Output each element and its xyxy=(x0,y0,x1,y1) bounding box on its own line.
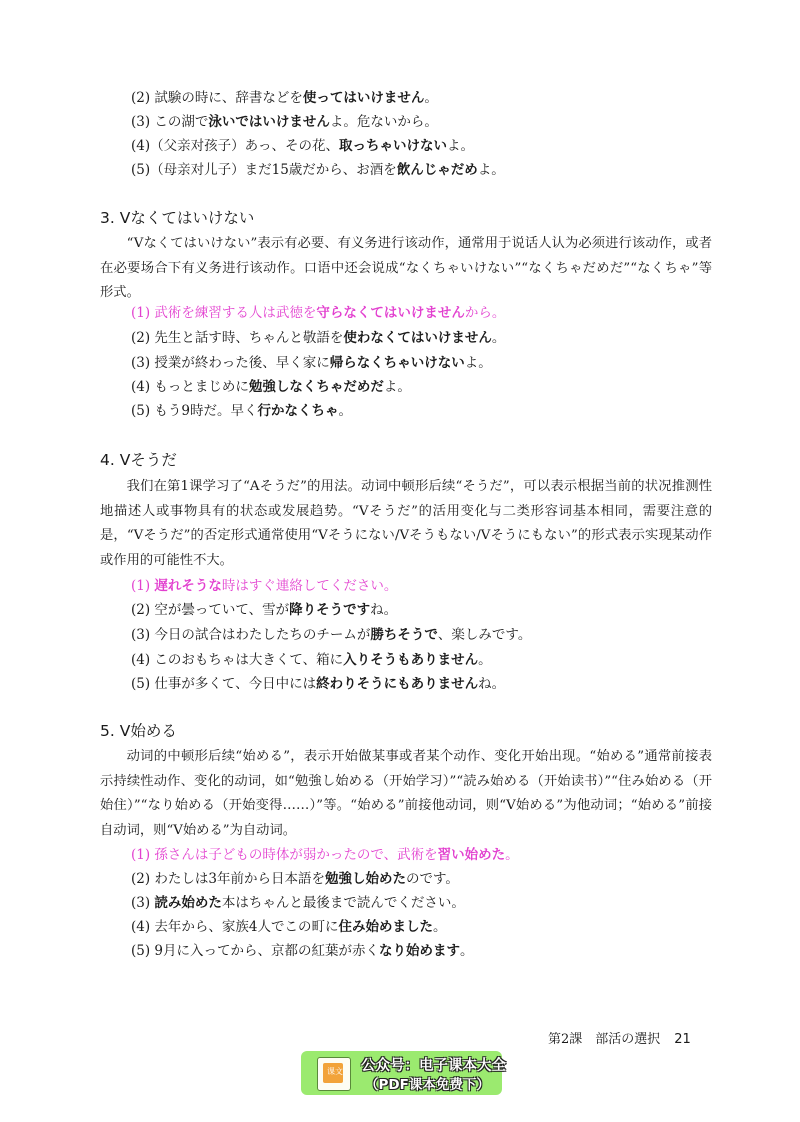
watermark-line-1: 公众号：电子课本大全 xyxy=(361,1058,506,1074)
section-4-example-1: (1) 遅れそうな時はすぐ連絡してください。 xyxy=(131,578,398,594)
section-4-paragraph: 我们在第1课学习了“Aそうだ”的用法。动词中顿形后续“そうだ”，可以表示根据当前的状况推测性地描述人或事物具有的状态或发展趋势。“Vそうだ”的活用变化与二类形容词基本相同，需要注意的是，“Vそうだ”的否定形式通常使用“Vそうにない/Vそうもない/Vそうにもない”的形式表示实现某动作或作用的可能性不大。 xyxy=(100,479,712,568)
section-4-example-5: (5) 仕事が多くて、今日中には終わりそうにもありませんね。 xyxy=(131,676,506,692)
page-footer xyxy=(548,1028,691,1047)
section-3-paragraph: “Vなくてはいけない”表示有必要、有义务进行该动作，通常用于说话人认为必须进行该动作，或者在必要场合下有义务进行该动作。口语中还会说成“なくちゃいけない”“なくちゃだめだ”“なくちゃ”等形式。 xyxy=(100,236,712,300)
section-5-heading: 5. V始める xyxy=(100,722,177,740)
page-number: 21 xyxy=(674,1032,691,1047)
section-3-example-4: (4) もっとまじめに勉強しなくちゃだめだよ。 xyxy=(131,379,411,395)
example-top-4: (4)（父亲对孩子）あっ、その花、取っちゃいけないよ。 xyxy=(131,138,474,154)
section-4-example-4: (4) このおもちゃは大きくて、箱に入りそうもありません。 xyxy=(131,652,492,668)
section-5-example-3: (3) 読み始めた本はちゃんと最後まで読んでください。 xyxy=(131,895,465,911)
section-5-example-4: (4) 去年から、家族4人でこの町に住み始めました。 xyxy=(131,919,447,935)
section-5-example-1: (1) 孫さんは子どもの時体が弱かったので、武術を習い始めた。 xyxy=(131,847,519,863)
watermark-banner xyxy=(301,1051,506,1095)
lesson-title: 第2課 部活の選択 xyxy=(548,1032,661,1047)
example-top-3: (3) この湖で泳いではいけませんよ。危ないから。 xyxy=(131,114,438,130)
section-3-example-2: (2) 先生と話す時、ちゃんと敬語を使わなくてはいけません。 xyxy=(131,330,506,346)
book-logo-icon: 课文 xyxy=(317,1057,351,1091)
section-5-example-5: (5) 9月に入ってから、京都の紅葉が赤くなり始めます。 xyxy=(131,943,474,959)
section-4-example-2: (2) 空が曇っていて、雪が降りそうですね。 xyxy=(131,602,398,618)
section-3-example-3: (3) 授業が終わった後、早く家に帰らなくちゃいけないよ。 xyxy=(131,355,492,371)
section-5-example-2: (2) わたしは3年前から日本語を勉強し始めたのです。 xyxy=(131,871,459,887)
example-top-5: (5)（母亲对儿子）まだ15歳だから、お酒を飲んじゃだめよ。 xyxy=(131,162,505,178)
section-4-heading: 4. Vそうだ xyxy=(100,451,177,469)
section-3-heading: 3. Vなくてはいけない xyxy=(100,209,255,227)
section-4-example-3: (3) 今日の試合はわたしたちのチームが勝ちそうで、楽しみです。 xyxy=(131,627,532,643)
example-top-2: (2) 試験の時に、辞書などを使ってはいけません。 xyxy=(131,90,438,106)
section-3-example-5: (5) もう9時だ。早く行かなくちゃ。 xyxy=(131,403,353,419)
watermark-line-2: （PDF课本免费下） xyxy=(365,1077,490,1093)
section-5-paragraph: 动词的中顿形后续“始める”，表示开始做某事或者某个动作、变化开始出现。“始める”通常前接表示持续性动作、变化的动词，如“勉強し始める（开始学习）”“読み始める（开始读书）”“住み始める（开始住）”“なり始める（开始变得……）”等。“始める”前接他动词，则“V始める”为他动词；“始める”前接自动词，则“V始める”为自动词。 xyxy=(100,749,712,838)
section-3-example-1: (1) 武術を練習する人は武徳を守らなくてはいけませんから。 xyxy=(131,305,506,321)
